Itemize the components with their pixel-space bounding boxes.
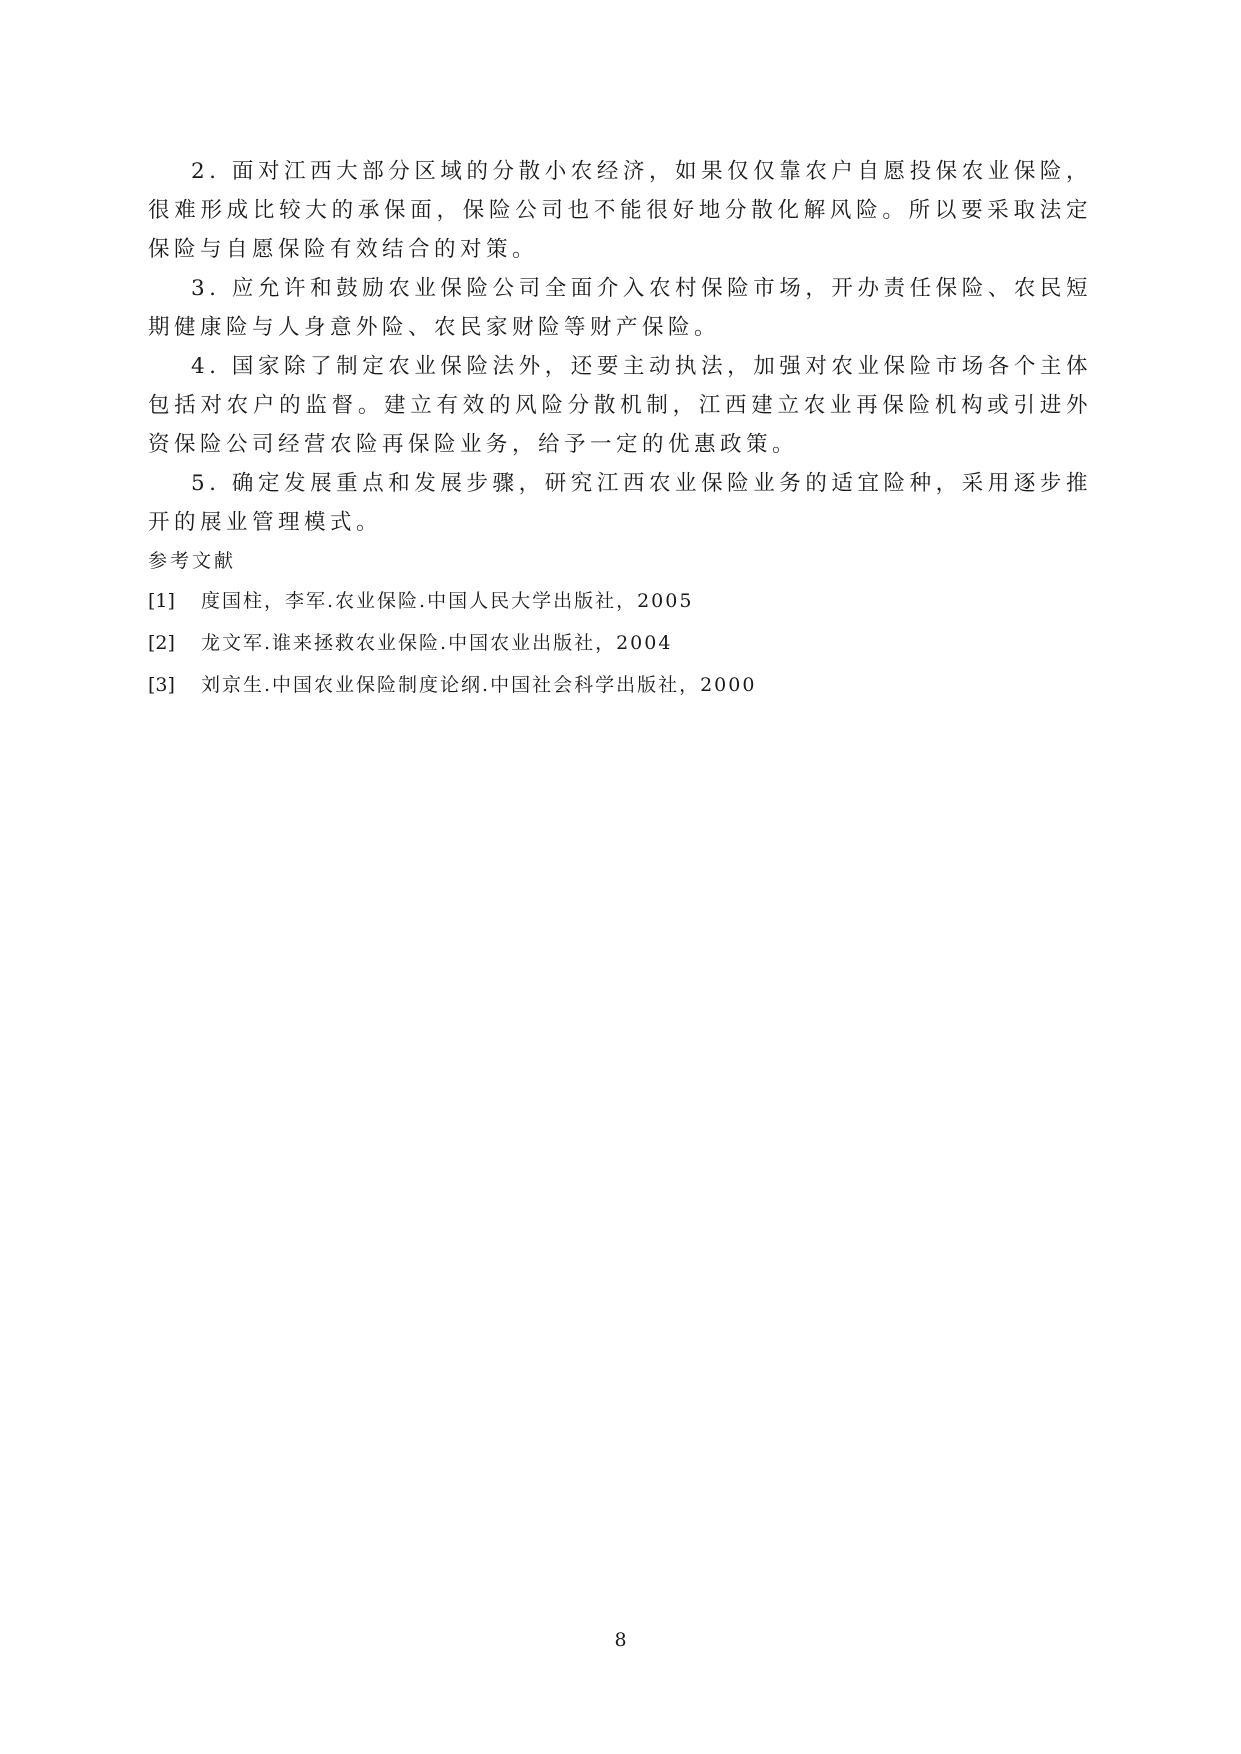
reference-item <box>148 580 1092 622</box>
reference-item <box>148 664 1092 706</box>
reference-text: 龙文军.谁来拯救农业保险.中国农业出版社，2004 <box>201 632 673 654</box>
references-heading: 参考文献 <box>148 550 237 572</box>
paragraph-5: 5. 确定发展重点和发展步骤，研究江西农业保险业务的适宜险种，采用逐步推开的展业管理模式。 <box>148 471 1092 535</box>
page-number: 8 <box>614 1629 627 1651</box>
reference-number: [2] <box>148 632 175 654</box>
reference-text: 刘京生.中国农业保险制度论纲.中国社会科学出版社，2000 <box>201 674 757 696</box>
paragraph-4: 4. 国家除了制定农业保险法外，还要主动执法，加强对农业保险市场各个主体包括对农户的监督。建立有效的风险分散机制，江西建立农业再保险机构或引进外资保险公司经营农险再保险业务，给予一定的优惠政策。 <box>148 354 1092 457</box>
paragraph-2: 2. 面对江西大部分区域的分散小农经济，如果仅仅靠农户自愿投保农业保险，很难形成比较大的承保面，保险公司也不能很好地分散化解风险。所以要采取法定保险与自愿保险有效结合的对策。 <box>148 159 1092 262</box>
body-text <box>148 152 1092 706</box>
references-list <box>148 580 1092 706</box>
reference-number: [3] <box>148 674 175 696</box>
reference-number: [1] <box>148 590 175 612</box>
reference-text: 度国柱，李军.农业保险.中国人民大学出版社，2005 <box>201 590 694 612</box>
reference-item <box>148 622 1092 664</box>
paragraph-3: 3. 应允许和鼓励农业保险公司全面介入农村保险市场，开办责任保险、农民短期健康险与人身意外险、农民家财险等财产保险。 <box>148 276 1092 340</box>
